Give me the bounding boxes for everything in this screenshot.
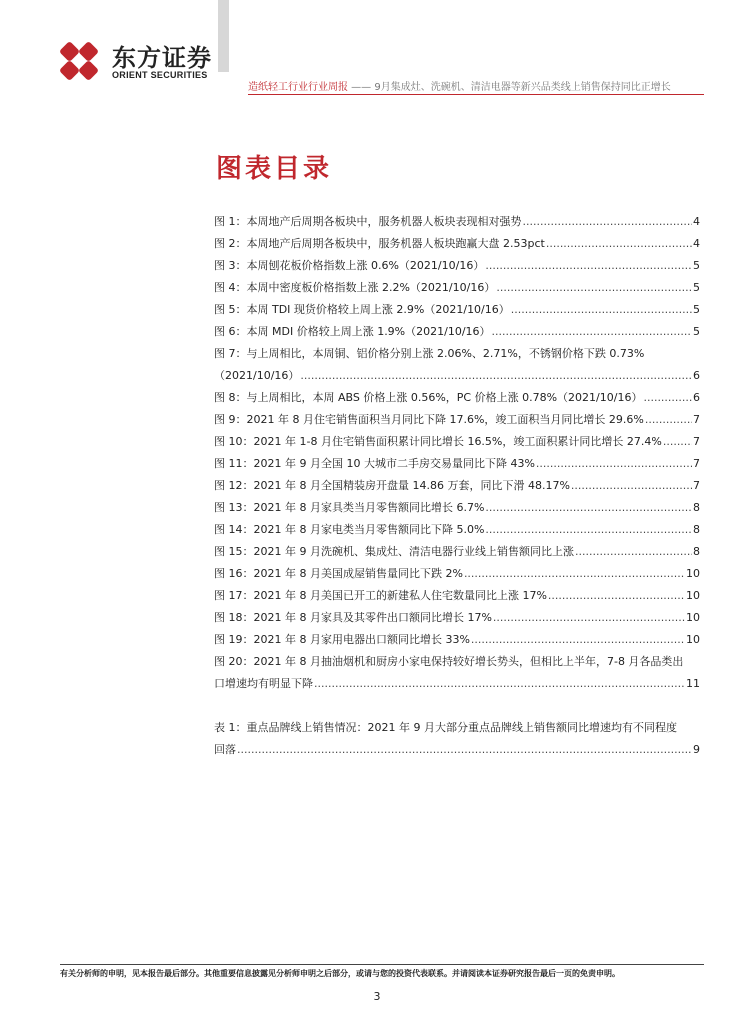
report-subtitle: 9月集成灶、洗碗机、清洁电器等新兴品类线上销售保持同比正增长 [374,82,671,93]
report-title: 造纸轻工行业行业周报 [248,82,348,93]
toc-entry-fig-7[interactable]: 图 7：与上周相比，本周铜、铝价格分别上涨 2.06%、2.71%，不锈钢价格下跌 0.73% （2021/10/16） ..... 6 [214,343,700,387]
footer-disclaimer: 有关分析师的申明，见本报告最后部分。其他重要信息披露见分析师申明之后部分，或请与您的投资代表联系。并请阅读本证券研究报告最后一页的免责申明。 [60,969,620,978]
toc-entry-fig-16[interactable]: 图 16：2021 年 8 月美国成屋销售量同比下跌 2% ..... 10 [214,563,700,585]
header-accent-bar [218,0,229,72]
toc-entry-fig-5[interactable]: 图 5：本周 TDI 现货价格较上周上涨 2.9%（2021/10/16） ..... 5 [214,299,700,321]
orient-logo-icon [56,38,102,84]
toc-entry-fig-17[interactable]: 图 17：2021 年 8 月美国已开工的新建私人住宅数量同比上涨 17% ..... 10 [214,585,700,607]
orient-securities-logo [56,38,216,84]
toc-entry-fig-9[interactable]: 图 9：2021 年 8 月住宅销售面积当月同比下降 17.6%，竣工面积当月同比增长 29.6% ..... 7 [214,409,700,431]
toc-list [214,211,700,761]
toc-entry-fig-13[interactable]: 图 13：2021 年 8 月家具类当月零售额同比增长 6.7% ..... 8 [214,497,700,519]
footer-divider [60,964,704,965]
toc-gap [214,695,700,717]
toc-entry-fig-4[interactable]: 图 4：本周中密度板价格指数上涨 2.2%（2021/10/16） ..... 5 [214,277,700,299]
brand-name-en: ORIENT SECURITIES [112,70,208,80]
header-separator: —— [348,82,375,93]
brand-name-cn: 东方证券 [112,44,212,72]
toc-entry-fig-1[interactable]: 图 1：本周地产后周期各板块中，服务机器人板块表现相对强势 ..... 4 [214,211,700,233]
header-divider [248,94,704,95]
toc-entry-fig-14[interactable]: 图 14：2021 年 8 月家电类当月零售额同比下降 5.0% ..... 8 [214,519,700,541]
toc-entry-fig-18[interactable]: 图 18：2021 年 8 月家具及其零件出口额同比增长 17% ..... 10 [214,607,700,629]
report-header [248,78,708,93]
toc-title: 图表目录 [216,154,333,184]
toc-entry-fig-8[interactable]: 图 8：与上周相比，本周 ABS 价格上涨 0.56%，PC 价格上涨 0.78%（2021/10/16） ..... 6 [214,387,700,409]
toc-entry-fig-2[interactable]: 图 2：本周地产后周期各板块中，服务机器人板块跑赢大盘 2.53pct ..... 4 [214,233,700,255]
page-number: 3 [373,990,381,1003]
toc-entry-fig-19[interactable]: 图 19：2021 年 8 月家用电器出口额同比增长 33% ..... 10 [214,629,700,651]
toc-entry-fig-3[interactable]: 图 3：本周刨花板价格指数上涨 0.6%（2021/10/16） ..... 5 [214,255,700,277]
toc-entry-fig-10[interactable]: 图 10：2021 年 1-8 月住宅销售面积累计同比增长 16.5%，竣工面积累计同比增长 27.4% ..... 7 [214,431,700,453]
toc-entry-fig-20[interactable]: 图 20：2021 年 8 月抽油烟机和厨房小家电保持较好增长势头，但相比上半年，7-8 月各品类出 口增速均有明显下降 ..... 11 [214,651,700,695]
toc-entry-fig-6[interactable]: 图 6：本周 MDI 价格较上周上涨 1.9%（2021/10/16） ..... 5 [214,321,700,343]
toc-entry-fig-15[interactable]: 图 15：2021 年 9 月洗碗机、集成灶、清洁电器行业线上销售额同比上涨 ..... 8 [214,541,700,563]
toc-entry-table-1[interactable]: 表 1：重点品牌线上销售情况：2021 年 9 月大部分重点品牌线上销售额同比增速均有不同程度 回落 ..... 9 [214,717,700,761]
toc-entry-fig-11[interactable]: 图 11：2021 年 9 月全国 10 大城市二手房交易量同比下降 43% ..... 7 [214,453,700,475]
toc-entry-fig-12[interactable]: 图 12：2021 年 8 月全国精装房开盘量 14.86 万套，同比下滑 48.17% ..... 7 [214,475,700,497]
